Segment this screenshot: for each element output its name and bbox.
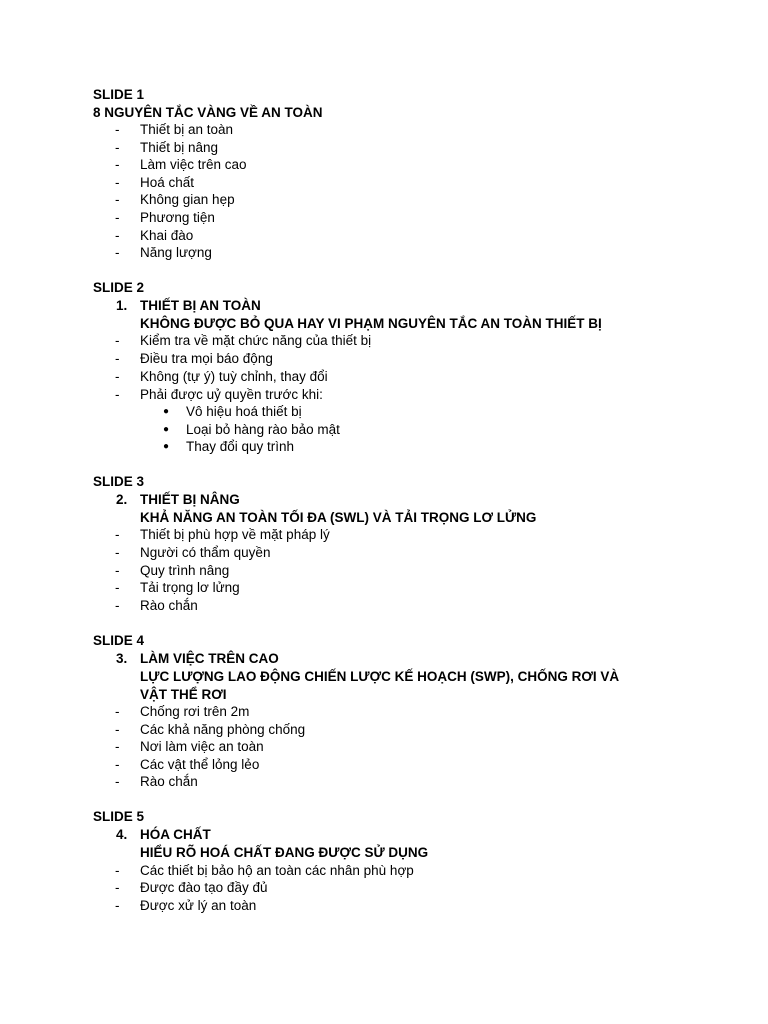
slide-5-title-row <box>0 826 768 844</box>
dash-marker: - <box>115 210 120 225</box>
slide-5-title: HÓA CHẤT <box>140 827 211 842</box>
list-item-text: Không gian hẹp <box>140 192 235 207</box>
dash-marker: - <box>115 739 120 754</box>
list-item <box>0 209 768 227</box>
dash-marker: - <box>115 863 120 878</box>
list-item-text: Tải trọng lơ lửng <box>140 580 240 595</box>
list-item-text: Thiết bị an toàn <box>140 122 234 137</box>
list-item-text: Rào chắn <box>140 598 198 613</box>
list-item-text: Người có thẩm quyền <box>140 545 271 560</box>
slide-2-subtitle: KHÔNG ĐƯỢC BỎ QUA HAY VI PHẠM NGUYÊN TẮC AN TOÀN THIẾT BỊ <box>140 316 602 331</box>
sub-list-item-text: Vô hiệu hoá thiết bị <box>186 404 302 419</box>
dash-marker: - <box>115 228 120 243</box>
dash-marker: - <box>115 369 120 384</box>
dash-marker: - <box>115 122 120 137</box>
slide-4-title-row <box>0 650 768 668</box>
list-item <box>0 174 768 192</box>
slide-4-subtitle-continued: VẬT THỂ RƠI <box>140 687 227 702</box>
slide-5-heading: SLIDE 5 <box>93 809 145 824</box>
list-item <box>0 773 768 791</box>
dash-marker: - <box>115 175 120 190</box>
list-item <box>0 386 768 404</box>
slide-2-heading: SLIDE 2 <box>93 280 145 295</box>
sub-list-item <box>0 438 768 456</box>
slide-3-heading: SLIDE 3 <box>93 474 145 489</box>
section-number: 2. <box>116 492 128 507</box>
list-item <box>0 703 768 721</box>
list-item <box>0 579 768 597</box>
dash-marker: - <box>115 245 120 260</box>
slide-5-subtitle: HIỂU RÕ HOÁ CHẤT ĐANG ĐƯỢC SỬ DỤNG <box>140 845 429 860</box>
sub-list-item-text: Loại bỏ hàng rào bảo mật <box>186 422 340 437</box>
list-item-text: Năng lượng <box>140 245 212 260</box>
list-item <box>0 121 768 139</box>
slide-1-title: 8 NGUYÊN TẮC VÀNG VỀ AN TOÀN <box>93 105 323 120</box>
list-item <box>0 526 768 544</box>
dash-marker: - <box>115 880 120 895</box>
list-item <box>0 862 768 880</box>
list-item <box>0 597 768 615</box>
list-item <box>0 244 768 262</box>
dash-marker: - <box>115 545 120 560</box>
list-item-text: Hoá chất <box>140 175 195 190</box>
slide-4-subtitle: LỰC LƯỢNG LAO ĐỘNG CHIẾN LƯỢC KẾ HOẠCH (SWP), CHỐNG RƠI VÀ <box>140 669 620 684</box>
list-item-text: Phải được uỷ quyền trước khi: <box>140 387 323 402</box>
list-item-text: Kiểm tra về mặt chức năng của thiết bị <box>140 333 372 348</box>
dash-marker: - <box>115 757 120 772</box>
dash-marker: - <box>115 563 120 578</box>
slide-4-title: LÀM VIỆC TRÊN CAO <box>140 651 279 666</box>
dash-marker: - <box>115 351 120 366</box>
list-item <box>0 544 768 562</box>
slide-2-title-row <box>0 297 768 315</box>
slide-1-heading: SLIDE 1 <box>93 87 145 102</box>
dash-marker: - <box>115 774 120 789</box>
sub-list-item-text: Thay đổi quy trình <box>186 439 295 454</box>
list-item <box>0 139 768 157</box>
slide-2-title: THIẾT BỊ AN TOÀN <box>140 298 261 313</box>
dash-marker: - <box>115 704 120 719</box>
list-item <box>0 227 768 245</box>
slide-3-title: THIẾT BỊ NÂNG <box>140 492 240 507</box>
list-item-text: Các vật thể lỏng lẻo <box>140 757 260 772</box>
list-item-text: Được đào tạo đầy đủ <box>140 880 268 895</box>
list-item-text: Nơi làm việc an toàn <box>140 739 264 754</box>
dash-marker: - <box>115 157 120 172</box>
sub-list-item <box>0 421 768 439</box>
section-number: 4. <box>116 827 128 842</box>
dash-marker: - <box>115 527 120 542</box>
bullet-marker: ● <box>163 424 170 435</box>
list-item-text: Các khả năng phòng chống <box>140 722 306 737</box>
list-item <box>0 738 768 756</box>
dash-marker: - <box>115 140 120 155</box>
slide-4-heading: SLIDE 4 <box>93 633 145 648</box>
list-item <box>0 721 768 739</box>
list-item <box>0 156 768 174</box>
list-item <box>0 879 768 897</box>
list-item <box>0 756 768 774</box>
dash-marker: - <box>115 598 120 613</box>
slide-3-title-row <box>0 491 768 509</box>
list-item-text: Thiết bị phù hợp về mặt pháp lý <box>140 527 330 542</box>
list-item-text: Thiết bị nâng <box>140 140 219 155</box>
list-item-text: Khai đào <box>140 228 194 243</box>
list-item <box>0 897 768 915</box>
section-number: 3. <box>116 651 128 666</box>
sub-list-item <box>0 403 768 421</box>
section-number: 1. <box>116 298 128 313</box>
list-item-text: Làm việc trên cao <box>140 157 247 172</box>
list-item-text: Chống rơi trên 2m <box>140 704 250 719</box>
dash-marker: - <box>115 898 120 913</box>
dash-marker: - <box>115 192 120 207</box>
list-item <box>0 332 768 350</box>
list-item <box>0 368 768 386</box>
dash-marker: - <box>115 333 120 348</box>
list-item <box>0 562 768 580</box>
list-item <box>0 350 768 368</box>
list-item-text: Quy trình nâng <box>140 563 230 578</box>
bullet-marker: ● <box>163 441 170 452</box>
slide-3-subtitle: KHẢ NĂNG AN TOÀN TỐI ĐA (SWL) VÀ TẢI TRỌNG LƠ LỬNG <box>140 510 537 525</box>
dash-marker: - <box>115 722 120 737</box>
list-item-text: Điều tra mọi báo động <box>140 351 273 366</box>
list-item-text: Các thiết bị bảo hộ an toàn các nhân phù hợp <box>140 863 414 878</box>
dash-marker: - <box>115 580 120 595</box>
list-item-text: Không (tự ý) tuỳ chỉnh, thay đổi <box>140 369 328 384</box>
bullet-marker: ● <box>163 406 170 417</box>
list-item-text: Rào chắn <box>140 774 198 789</box>
list-item <box>0 191 768 209</box>
list-item-text: Phương tiện <box>140 210 215 225</box>
dash-marker: - <box>115 387 120 402</box>
list-item-text: Được xử lý an toàn <box>140 898 257 913</box>
